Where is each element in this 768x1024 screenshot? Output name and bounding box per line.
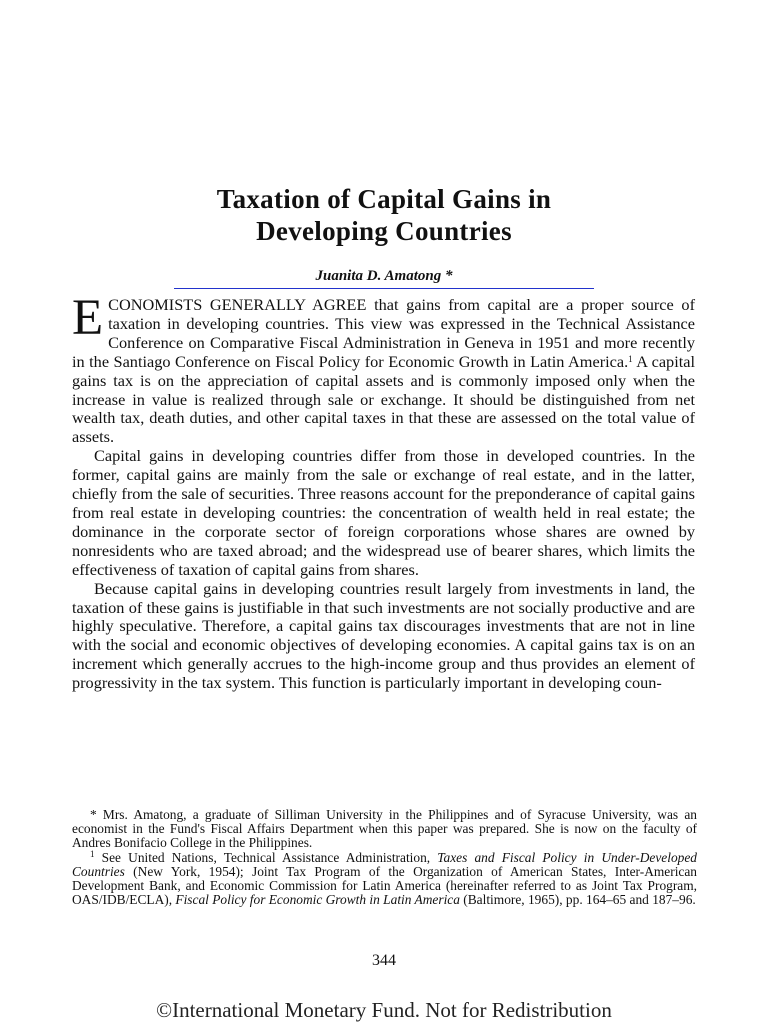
- footnote-1-text-a: See United Nations, Technical Assistance Administration,: [94, 849, 438, 865]
- paragraph-1: [72, 290, 695, 447]
- article-title: [0, 183, 768, 247]
- title-line-1: Taxation of Capital Gains in: [216, 184, 552, 214]
- footnote-1: [72, 848, 697, 908]
- page-number: 344: [372, 952, 396, 969]
- drop-cap: E: [72, 290, 104, 346]
- footnote-ref-1[interactable]: 1: [628, 353, 633, 364]
- paragraph-1-lead: CONOMISTS GENERALLY AGREE that gains from capital are a proper source of taxation in developing countries. This view was expressed in the Technical Assistance Conference on Comparative Fiscal Administration in Geneva in 1951 and more recently in the Santiago Conference on Fiscal Policy for Economic Growth in Latin America.: [72, 295, 695, 371]
- title-line-2: Developing Countries: [256, 216, 512, 246]
- author-byline: Juanita D. Amatong *: [315, 268, 453, 284]
- article-body: [72, 290, 695, 693]
- footnote-1-text-c: (Baltimore, 1965), pp. 164–65 and 187–96.: [459, 892, 696, 908]
- footnotes: [72, 808, 697, 907]
- author-rule: [174, 288, 594, 289]
- footnote-1-title-a: Taxes and Fiscal Policy in Under-Developed Countries: [72, 849, 697, 879]
- paragraph-2: Capital gains in developing countries differ from those in developed countries. In the former, capital gains are mainly from the sale or exchange of real estate, and in the latter, chiefly from the sale of securities. Three reasons account for the preponderance of capital gains from real estate in developing countries: the concentration of wealth held in real estate; the dominance in the corporate sector of foreign corporations whose shares are owned by nonresidents who are taxed abroad; and the widespread use of bearer shares, which limits the effectiveness of taxation of capital gains from shares.: [72, 446, 695, 579]
- paragraph-1-rest: A capital gains tax is on the appreciation of capital assets and is commonly imposed only when the increase in value is realized through sale or exchange. It should be distinguished from net wealth tax, death duties, and other capital taxes in that these are assessed on the total value of assets.: [72, 351, 695, 447]
- footnote-1-text-b: (New York, 1954); Joint Tax Program of the Organization of American States, Inter-American Development Bank, and Economic Commission for Latin America (hereinafter referred to as Joint Tax Program, OAS/IDB/ECLA),: [72, 863, 697, 908]
- footnote-1-title-b: Fiscal Policy for Economic Growth in Latin America: [175, 892, 460, 908]
- footnote-1-mark: 1: [90, 848, 95, 859]
- copyright-footer: ©International Monetary Fund. Not for Redistribution: [156, 998, 612, 1022]
- paragraph-3: Because capital gains in developing countries result largely from investments in land, the taxation of these gains is justifiable in that such investments are not socially productive and are highly speculative. Therefore, a capital gains tax discourages investments that are not in line with the social and economic objectives of developing economies. A capital gains tax is on an increment which generally accrues to the high-income group and thus provides an element of progressivity in the tax system. This function is particularly important in developing coun-: [72, 578, 695, 693]
- footnote-star: * Mrs. Amatong, a graduate of Silliman University in the Philippines and of Syracuse University, was an economist in the Fund's Fiscal Affairs Department when this paper was prepared. She is now on the faculty of Andres Bonifacio College in the Philippines.: [72, 807, 697, 851]
